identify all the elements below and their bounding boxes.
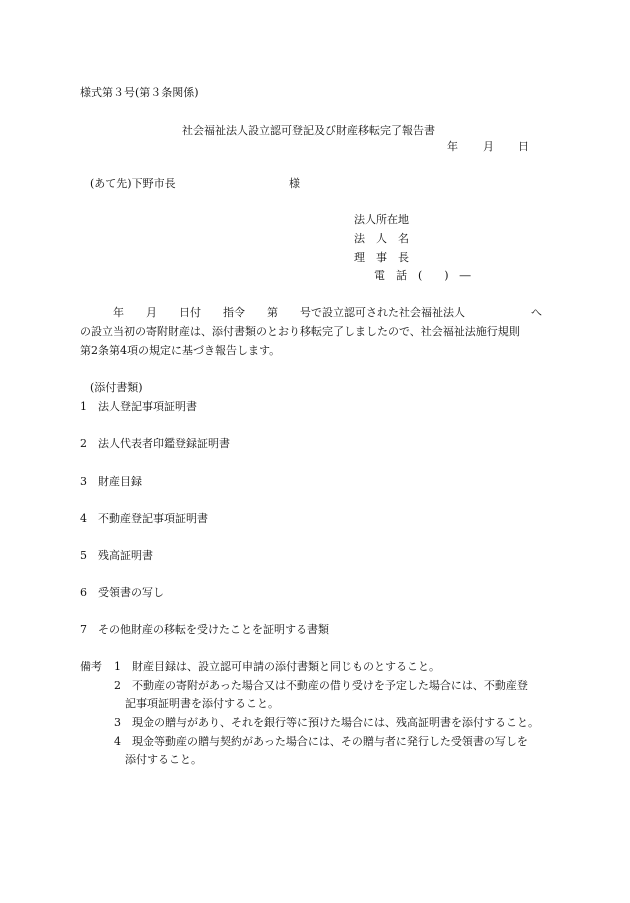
body-line-3: 第2条第4項の規定に基づき報告します。 (80, 344, 281, 357)
attachment-item: 4 不動産登記事項証明書 (80, 512, 208, 525)
note-line: 3 現金の贈与があり、それを銀行等に預けた場合には、残高証明書を添付すること。 (114, 716, 539, 729)
applicant-address-label: 法人所在地 (354, 213, 409, 226)
attachment-item: 3 財産目録 (80, 475, 142, 488)
notes-label: 備考 (80, 660, 102, 673)
note-line: 1 財産目録は、設立認可申請の添付書類と同じものとすること。 (114, 660, 440, 673)
attachment-item: 5 残高証明書 (80, 549, 153, 562)
document-title: 社会福祉法人設立認可登記及び財産移転完了報告書 (182, 124, 435, 137)
applicant-name-label: 法 人 名 (354, 232, 409, 245)
addressee-honorific: 様 (289, 177, 300, 190)
applicant-phone-label: 電 話 ( ) ― (374, 269, 471, 282)
attachments-heading: (添付書類) (90, 381, 143, 394)
form-number: 様式第３号(第３条関係) (80, 86, 199, 99)
attachment-item: 6 受領書の写し (80, 586, 164, 599)
body-line-1: 年 月 日付 指令 第 号で設立認可された社会福祉法人 へ (80, 306, 542, 319)
attachment-item: 2 法人代表者印鑑登録証明書 (80, 437, 230, 450)
body-line-2: の設立当初の寄附財産は、添付書類のとおり移転完了しましたので、社会福祉法施行規則 (80, 325, 520, 338)
note-line: 4 現金等動産の贈与契約があった場合には、その贈与者に発行した受領書の写しを (114, 735, 528, 748)
date-day: 日 (518, 140, 529, 153)
attachment-item: 1 法人登記事項証明書 (80, 400, 197, 413)
addressee-label: (あて先)下野市長 (90, 177, 176, 190)
note-line: 添付すること。 (125, 753, 202, 766)
note-line: 記事項証明書を添付すること。 (125, 697, 279, 710)
note-line: 2 不動産の寄附があった場合又は不動産の借り受けを予定した場合には、不動産登 (114, 679, 528, 692)
date-month: 月 (483, 140, 494, 153)
date-year: 年 (447, 140, 458, 153)
attachment-item: 7 その他財産の移転を受けたことを証明する書類 (80, 623, 329, 636)
applicant-director-label: 理 事 長 (354, 251, 409, 264)
